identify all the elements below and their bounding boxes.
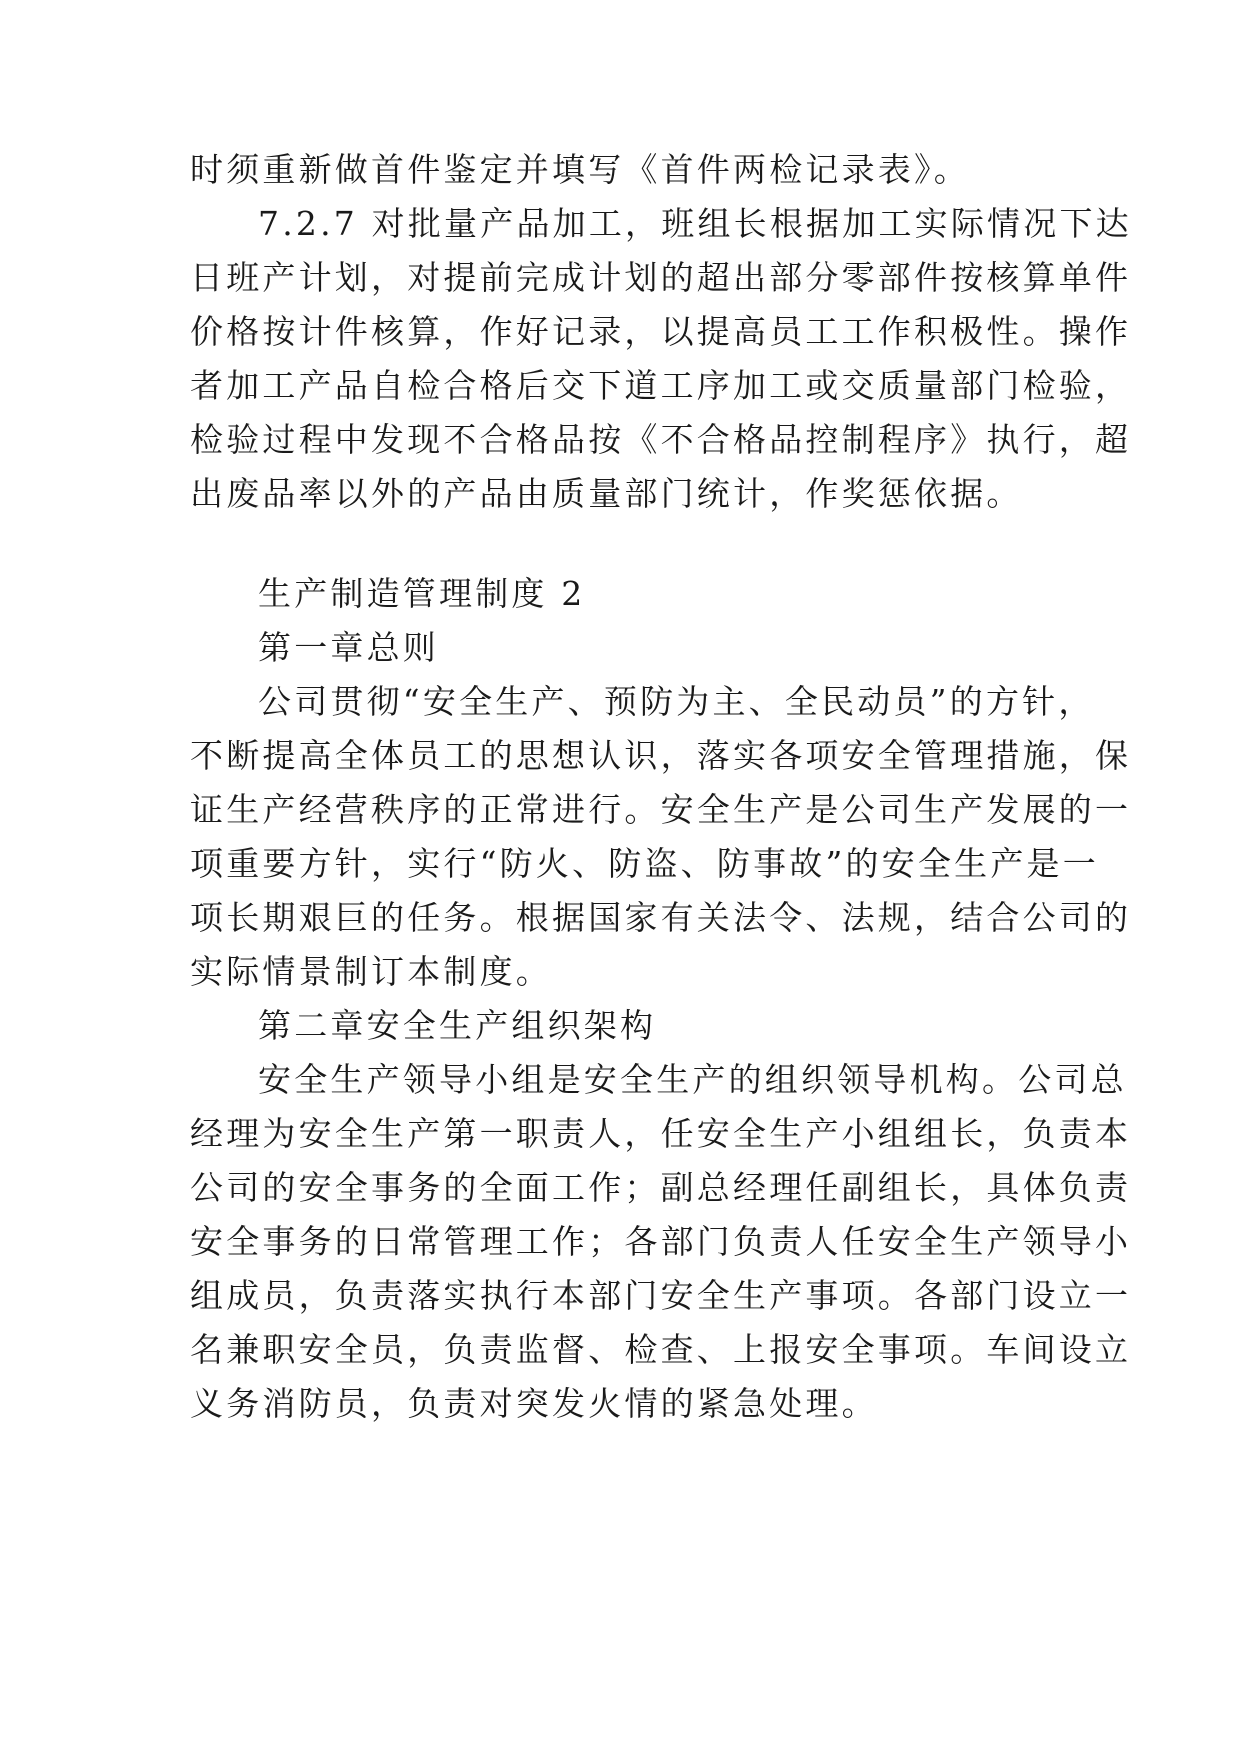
paragraph-line: 不断提高全体员工的思想认识，落实各项安全管理措施，保: [190, 736, 1132, 775]
paragraph-line: 安全事务的日常管理工作；各部门负责人任安全生产领导小: [190, 1222, 1132, 1261]
paragraph-line: 证生产经营秩序的正常进行。安全生产是公司生产发展的一: [190, 790, 1132, 829]
paragraph-line: 实际情景制订本制度。: [190, 952, 552, 991]
paragraph-line: 出废品率以外的产品由质量部门统计，作奖惩依据。: [190, 474, 1023, 513]
paragraph-line: 义务消防员，负责对突发火情的紧急处理。: [190, 1384, 878, 1423]
chapter-heading: 第一章总则: [258, 628, 439, 667]
paragraph-line: 组成员，负责落实执行本部门安全生产事项。各部门设立一: [190, 1276, 1132, 1315]
paragraph-line: 安全生产领导小组是安全生产的组织领导机构。公司总: [258, 1060, 1127, 1099]
paragraph-line: 公司贯彻“安全生产、预防为主、全民动员”的方针，: [258, 682, 1095, 721]
paragraph-line: 经理为安全生产第一职责人，任安全生产小组组长，负责本: [190, 1114, 1132, 1153]
chapter-heading: 第二章安全生产组织架构: [258, 1006, 657, 1045]
paragraph-line: 者加工产品自检合格后交下道工序加工或交质量部门检验，: [190, 366, 1132, 405]
paragraph-line: 项长期艰巨的任务。根据国家有关法令、法规，结合公司的: [190, 898, 1132, 937]
paragraph-line: 日班产计划，对提前完成计划的超出部分零部件按核算单件: [190, 258, 1132, 297]
paragraph-line: 项重要方针，实行“防火、防盗、防事故”的安全生产是一: [190, 844, 1099, 883]
paragraph-line: 时须重新做首件鉴定并填写《首件两检记录表》。: [190, 150, 970, 189]
paragraph-line: 7.2.7 对批量产品加工，班组长根据加工实际情况下达: [258, 204, 1132, 243]
paragraph-line: 公司的安全事务的全面工作；副总经理任副组长，具体负责: [190, 1168, 1132, 1207]
section-title: 生产制造管理制度 2: [258, 574, 586, 613]
paragraph-line: 名兼职安全员，负责监督、检查、上报安全事项。车间设立: [190, 1330, 1132, 1369]
paragraph-line: 价格按计件核算，作好记录，以提高员工工作积极性。操作: [190, 312, 1132, 351]
paragraph-line: 检验过程中发现不合格品按《不合格品控制程序》执行，超: [190, 420, 1132, 459]
